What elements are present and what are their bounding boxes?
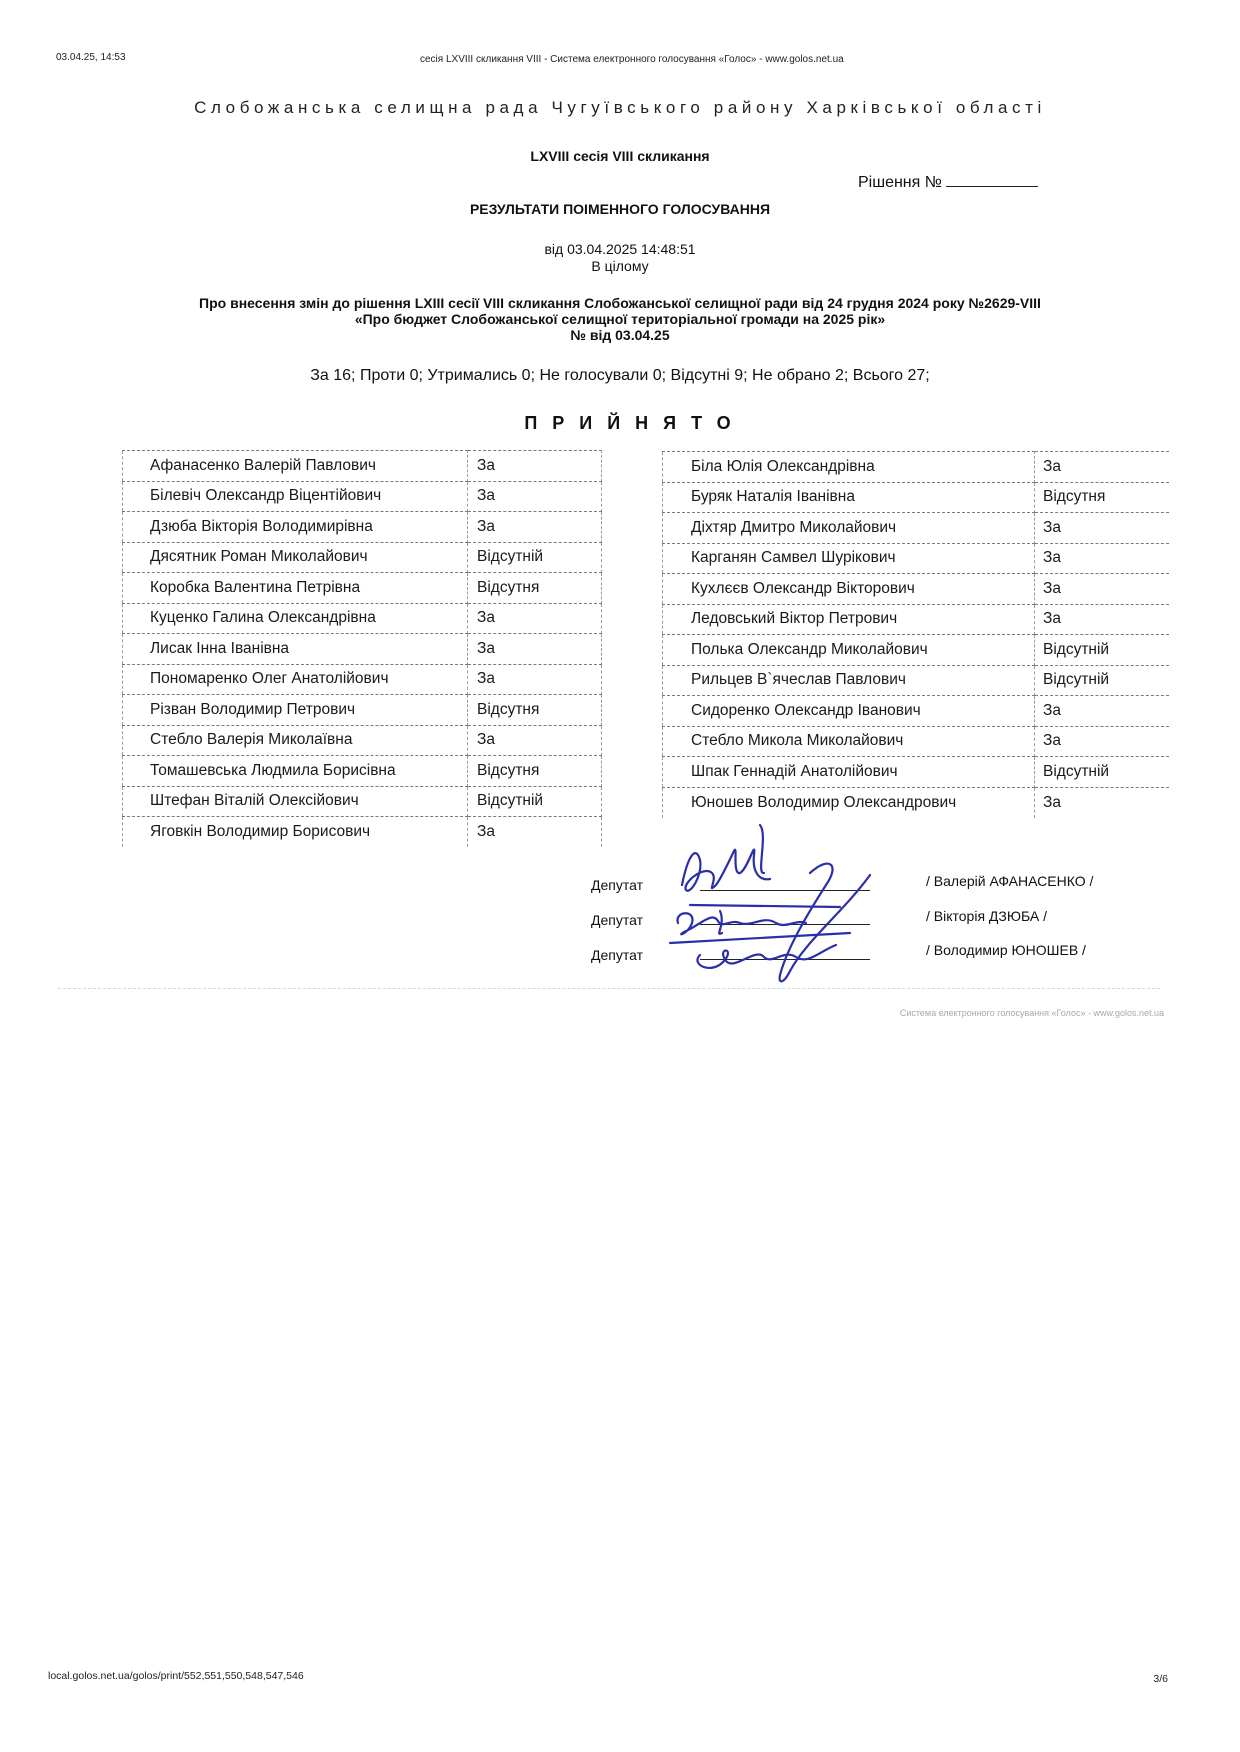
deputy-vote: За: [468, 817, 602, 848]
table-row: [123, 451, 602, 482]
table-row: [123, 603, 602, 634]
footer-divider: [58, 988, 1160, 989]
deputy-vote: За: [1035, 604, 1169, 635]
subject-line-1: Про внесення змін до рішення LXIII сесії VIII скликання Слобожанської селищної ради від 24 грудня 2024 року №2629-VIII: [199, 295, 1041, 311]
deputy-vote: Відсутній: [468, 786, 602, 817]
print-datetime: 03.04.25, 14:53: [56, 52, 126, 63]
deputy-name: Юношев Володимир Олександрович: [663, 787, 1035, 818]
table-row: [123, 786, 602, 817]
table-row: [123, 695, 602, 726]
deputy-name: Пономаренко Олег Анатолійович: [123, 664, 468, 695]
deputy-name: Стебло Микола Миколайович: [663, 726, 1035, 757]
deputy-name: Дясятник Роман Миколайович: [123, 542, 468, 573]
signature-name-2: / Вікторія ДЗЮБА /: [926, 908, 1047, 924]
page-number: 3/6: [1153, 1673, 1168, 1685]
deputy-vote: Відсутня: [468, 573, 602, 604]
session-title: LXVIII сесія VIII скликання: [530, 148, 710, 164]
table-row: [663, 574, 1169, 605]
deputy-vote: За: [468, 512, 602, 543]
table-row: [123, 512, 602, 543]
deputy-vote: За: [1035, 696, 1169, 727]
deputy-vote: За: [468, 481, 602, 512]
table-row: [663, 482, 1169, 513]
table-row: [663, 635, 1169, 666]
deputy-name: Шпак Геннадій Анатолійович: [663, 757, 1035, 788]
print-url: local.golos.net.ua/golos/print/552,551,550,548,547,546: [48, 1670, 304, 1682]
deputy-vote: За: [468, 451, 602, 482]
table-row: [663, 604, 1169, 635]
signature-name-1: / Валерій АФАНАСЕНКО /: [926, 873, 1094, 889]
deputy-name: Афанасенко Валерій Павлович: [123, 451, 468, 482]
deputy-vote: За: [1043, 793, 1061, 811]
results-title: РЕЗУЛЬТАТИ ПОІМЕННОГО ГОЛОСУВАННЯ: [469, 201, 771, 217]
deputy-vote: Відсутня: [1035, 482, 1169, 513]
deputy-name: Біла Юлія Олександрівна: [663, 452, 1035, 483]
deputy-vote: За: [1035, 543, 1169, 574]
table-row: [663, 757, 1169, 788]
deputy-name: Різван Володимир Петрович: [123, 695, 468, 726]
table-row: [663, 452, 1169, 483]
table-row: [123, 481, 602, 512]
deputy-vote: За: [1035, 452, 1169, 483]
signature-role-1: Депутат: [591, 877, 643, 893]
deputy-name: Дзюба Вікторія Володимирівна: [123, 512, 468, 543]
table-row: [663, 665, 1169, 696]
deputy-vote: За: [1035, 726, 1169, 757]
vote-mode: В цілому: [591, 258, 649, 274]
vote-date: від 03.04.2025 14:48:51: [544, 241, 696, 257]
decision-subject: [0, 295, 1240, 343]
deputy-name: Лисак Інна Іванівна: [123, 634, 468, 665]
subject-line-2: «Про бюджет Слобожанської селищної територіальної громади на 2025 рік»: [354, 311, 886, 327]
table-row: [123, 817, 602, 848]
deputy-vote: За: [468, 664, 602, 695]
deputy-name: Карганян Самвел Шурікович: [663, 543, 1035, 574]
table-row: [123, 664, 602, 695]
deputy-name: Томашевська Людмила Борисівна: [123, 756, 468, 787]
table-row: [123, 725, 602, 756]
deputy-name: Діхтяр Дмитро Миколайович: [663, 513, 1035, 544]
table-row: [663, 543, 1169, 574]
table-row: [663, 513, 1169, 544]
deputy-name: Куценко Галина Олександрівна: [123, 603, 468, 634]
votes-table-left: [122, 450, 602, 847]
vote-totals: За 16; Проти 0; Утримались 0; Не голосували 0; Відсутні 9; Не обрано 2; Всього 27;: [310, 367, 930, 384]
deputy-name: Рильцев В`ячеслав Павлович: [663, 665, 1035, 696]
deputy-name: Буряк Наталія Іванівна: [663, 482, 1035, 513]
votes-table-right: [662, 451, 1169, 818]
deputy-vote: За: [468, 725, 602, 756]
vote-status: ПРИЙНЯТО: [524, 413, 746, 433]
deputy-vote: За: [1035, 513, 1169, 544]
table-row: [123, 542, 602, 573]
table-row: [123, 573, 602, 604]
decision-label: Рішення №: [858, 174, 942, 191]
print-page-title: сесія LXVIII скликання VIII - Система електронного голосування «Голос» - www.golos.net.ua: [420, 54, 844, 65]
decision-number: [858, 172, 1038, 192]
signature-role-3: Депутат: [591, 947, 643, 963]
deputy-vote: За: [468, 603, 602, 634]
deputy-vote: Відсутній: [1035, 757, 1169, 788]
deputy-name: Коробка Валентина Петрівна: [123, 573, 468, 604]
decision-number-blank: [946, 172, 1038, 187]
deputy-name: Кухлєєв Олександр Вікторович: [663, 574, 1035, 605]
council-name: Слобожанська селищна рада Чугуївського району Харківської області: [194, 98, 1046, 117]
deputy-name: Білевіч Олександр Віцентійович: [123, 481, 468, 512]
deputy-vote: Відсутній: [1035, 665, 1169, 696]
deputy-vote: Відсутній: [1035, 635, 1169, 666]
deputy-name: Штефан Віталій Олексійович: [123, 786, 468, 817]
table-row: [663, 696, 1169, 727]
deputy-name: Ледовський Віктор Петрович: [663, 604, 1035, 635]
deputy-name: Сидоренко Олександр Іванович: [663, 696, 1035, 727]
deputy-name: Полька Олександр Миколайович: [663, 635, 1035, 666]
signature-name-3: / Володимир ЮНОШЕВ /: [926, 942, 1086, 958]
table-row: [663, 787, 1169, 818]
subject-line-3: № від 03.04.25: [570, 327, 670, 343]
deputy-name: Стебло Валерія Миколаївна: [123, 725, 468, 756]
deputy-vote: Відсутній: [468, 542, 602, 573]
table-row: [123, 756, 602, 787]
deputy-vote: За: [1035, 574, 1169, 605]
deputy-vote: Відсутня: [468, 695, 602, 726]
deputy-name: Яговкін Володимир Борисович: [123, 817, 468, 848]
footer-system: Система електронного голосування «Голос» - www.golos.net.ua: [899, 1008, 1164, 1018]
handwritten-signatures: [660, 815, 920, 995]
table-row: [123, 634, 602, 665]
signature-role-2: Депутат: [591, 912, 643, 928]
deputy-vote: За: [468, 634, 602, 665]
table-row: [663, 726, 1169, 757]
deputy-vote: Відсутня: [468, 756, 602, 787]
